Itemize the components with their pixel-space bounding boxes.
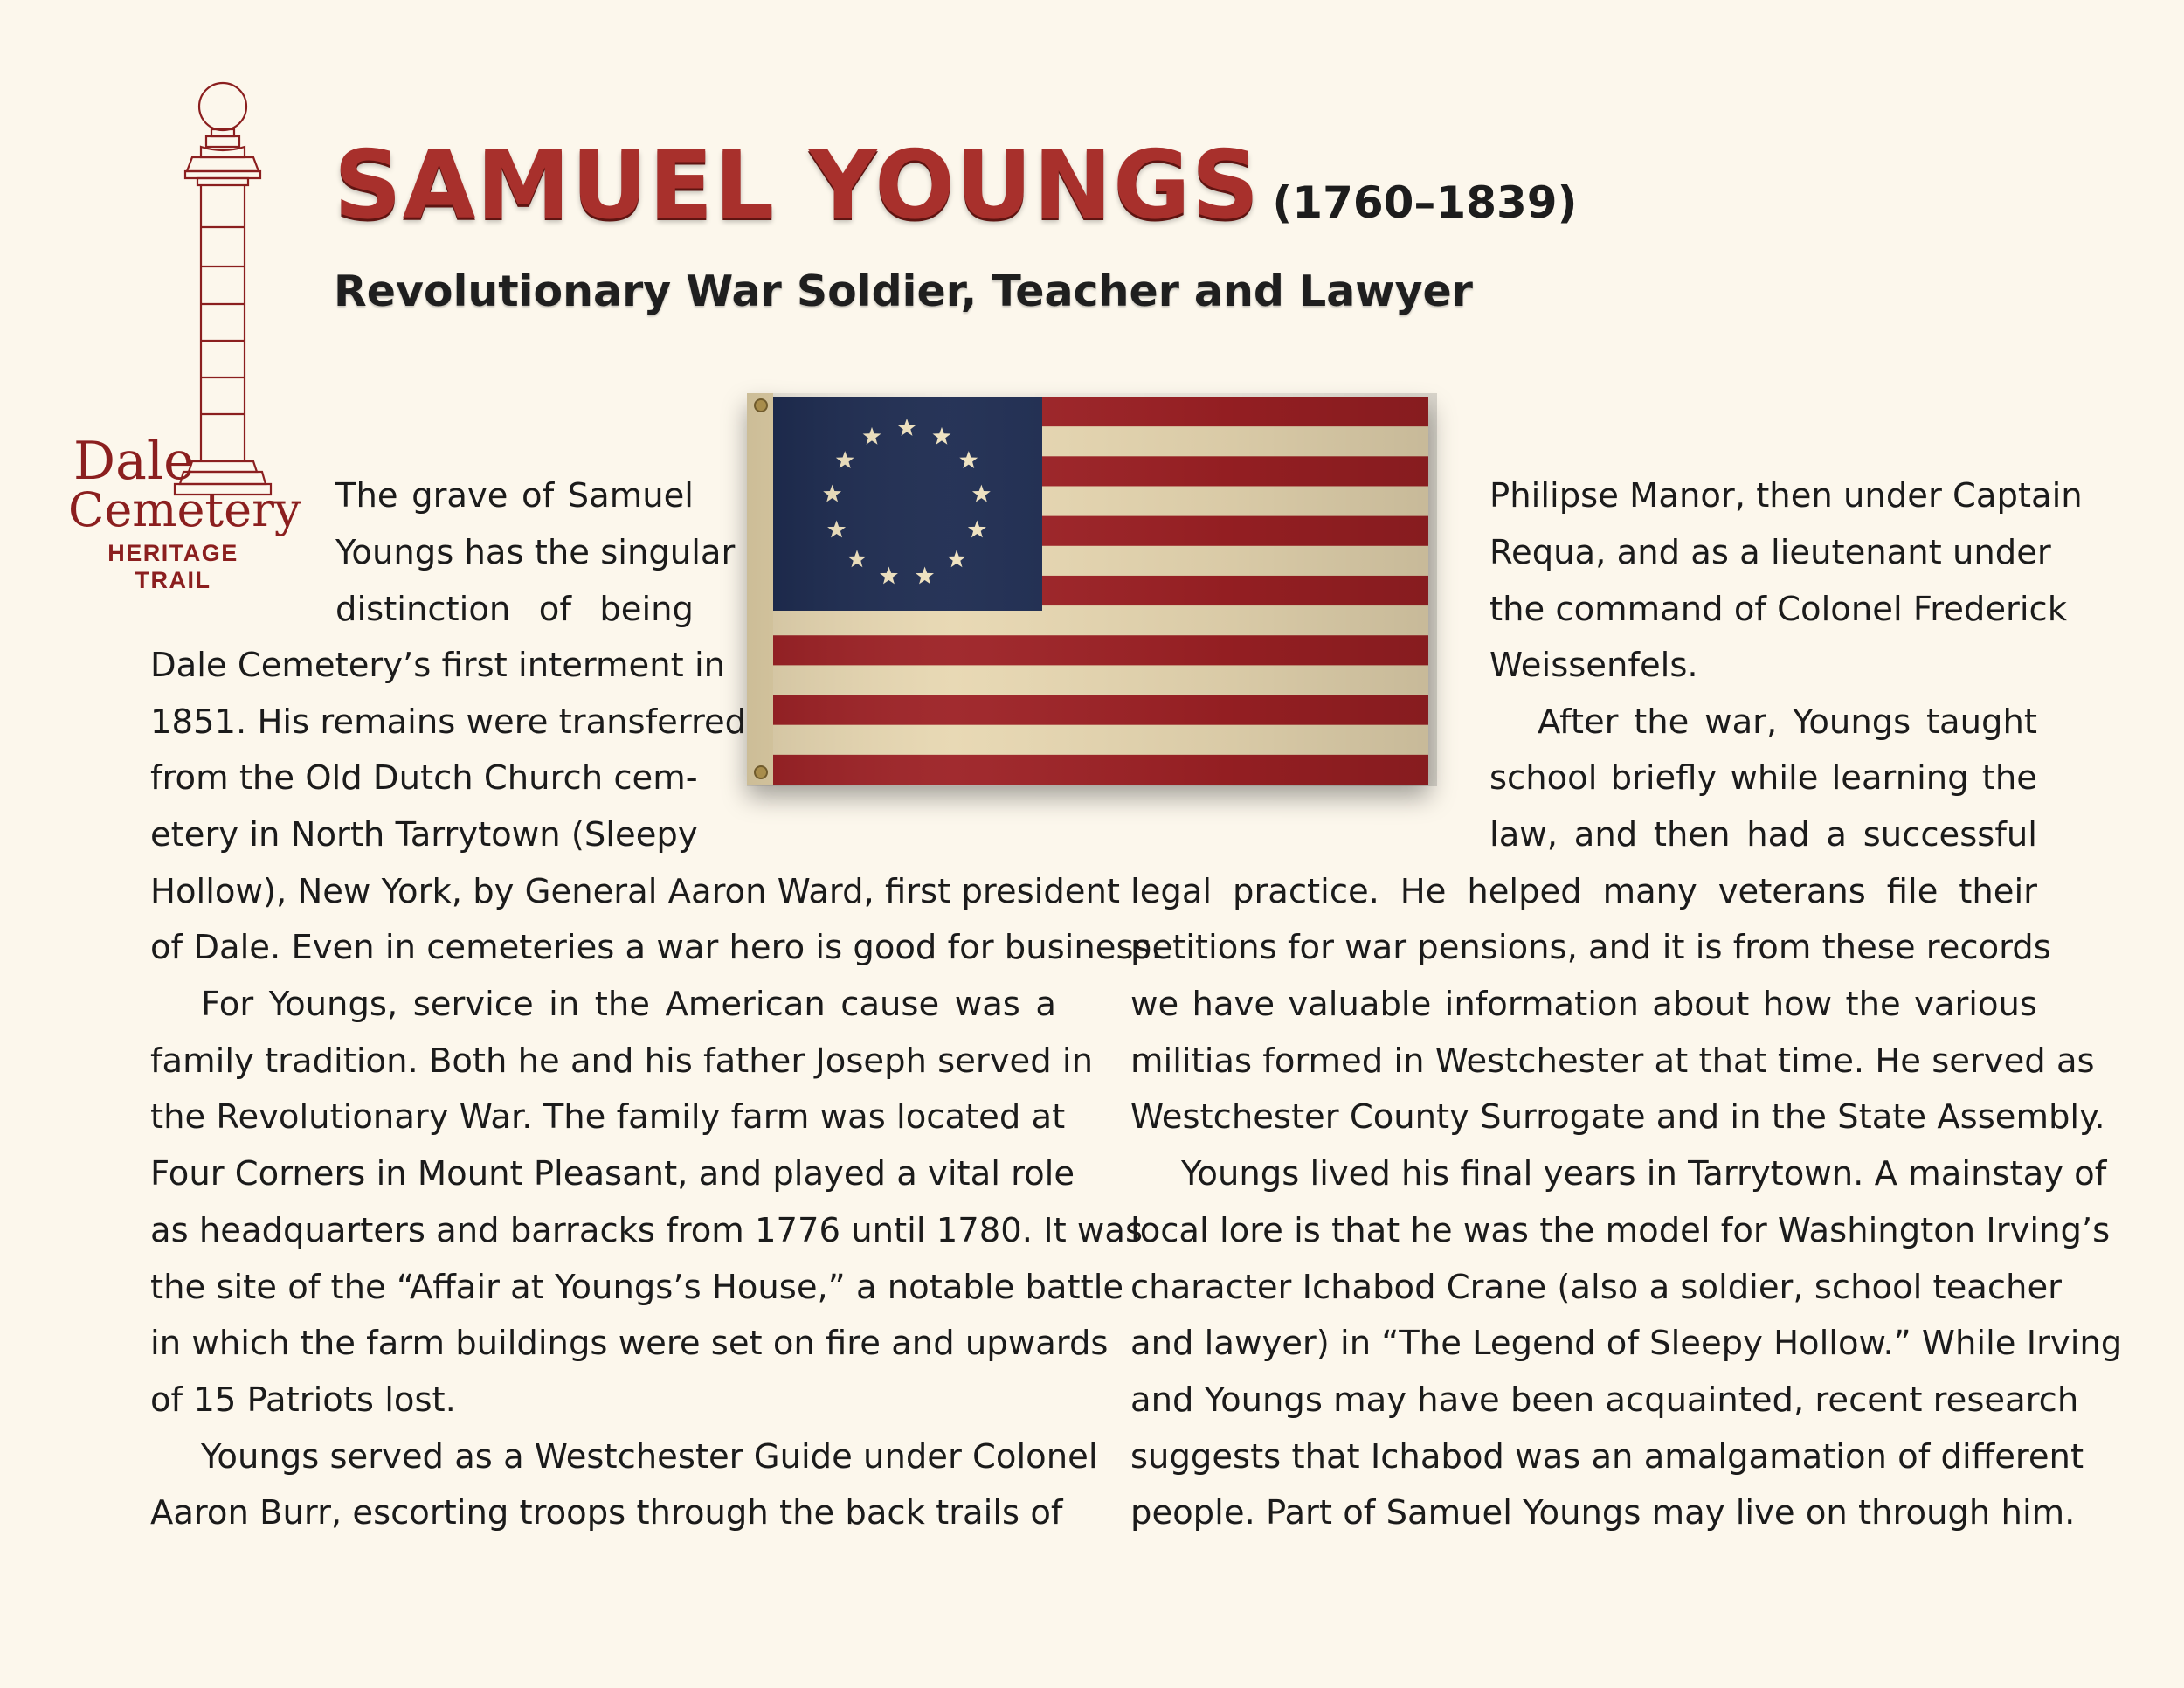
text-line: the site of the “Affair at Youngs’s House,” a notable battle: [150, 1268, 1124, 1307]
text-line: Aaron Burr, escorting troops through the back trails of: [150, 1493, 1063, 1532]
text-line: Requa, and as a lieutenant under: [1489, 533, 2051, 572]
text-line: Westchester County Surrogate and in the State Assembly.: [1130, 1097, 2105, 1137]
text-line: Youngs has the singular: [335, 533, 736, 572]
text-line: Youngs served as a Westchester Guide under Colonel: [201, 1437, 1098, 1477]
text-line: After the war, Youngs taught: [1538, 702, 2037, 742]
text-line: local lore is that he was the model for Washington Irving’s: [1130, 1211, 2111, 1250]
text-line: and Youngs may have been acquainted, recent research: [1130, 1380, 2079, 1420]
text-line: Hollow), New York, by General Aaron Ward, first president: [150, 872, 1120, 911]
text-line: distinction of being: [335, 590, 694, 629]
text-line: the command of Colonel Frederick: [1489, 590, 2068, 629]
text-line: petitions for war pensions, and it is from these records: [1130, 928, 2051, 967]
text-line: suggests that Ichabod was an amalgamation of different: [1130, 1437, 2084, 1477]
page-subtitle: Revolutionary War Soldier, Teacher and Lawyer: [334, 266, 1473, 316]
text-line: etery in North Tarrytown (Sleepy: [150, 815, 698, 854]
text-line: Four Corners in Mount Pleasant, and played a vital role: [150, 1154, 1075, 1193]
text-line: For Youngs, service in the American cause was a: [201, 985, 1056, 1024]
text-line: character Ichabod Crane (also a soldier, school teacher: [1130, 1268, 2062, 1307]
text-line: as headquarters and barracks from 1776 until 1780. It was: [150, 1211, 1144, 1250]
text-line: Youngs lived his final years in Tarrytown. A mainstay of: [1181, 1154, 2107, 1193]
title-name: SAMUEL YOUNGS: [334, 131, 1261, 240]
text-line: family tradition. Both he and his father Joseph served in: [150, 1041, 1093, 1081]
text-line: in which the farm buildings were set on fire and upwards: [150, 1324, 1109, 1363]
text-line: Philipse Manor, then under Captain: [1489, 476, 2083, 515]
text-line: the Revolutionary War. The family farm was located at: [150, 1097, 1066, 1137]
text-line: people. Part of Samuel Youngs may live on through him.: [1130, 1493, 2076, 1532]
text-line: Dale Cemetery’s first interment in: [150, 646, 726, 685]
logo-heritage-trail: HERITAGE TRAIL: [107, 540, 238, 593]
logo-wordmark: [68, 431, 301, 594]
text-line: Weissenfels.: [1489, 646, 1698, 685]
title-dates: (1760–1839): [1272, 177, 1578, 228]
text-line: school briefly while learning the: [1489, 758, 2037, 798]
text-line: 1851. His remains were transferred: [150, 702, 747, 742]
text-line: of 15 Patriots lost.: [150, 1380, 456, 1420]
text-line: The grave of Samuel: [335, 476, 694, 515]
logo-dale: Dale: [73, 431, 195, 492]
text-line: of Dale. Even in cemeteries a war hero is good for business.: [150, 928, 1162, 967]
logo-cemetery: Cemetery: [68, 482, 301, 537]
betsy-ross-flag-icon: [747, 393, 1437, 795]
text-line: law, and then had a successful: [1489, 815, 2037, 854]
text-line: we have valuable information about how the various: [1130, 985, 2037, 1024]
text-line: legal practice. He helped many veterans file their: [1130, 872, 2037, 911]
page-title: [334, 131, 1577, 240]
text-line: from the Old Dutch Church cem-: [150, 758, 698, 798]
text-line: and lawyer) in “The Legend of Sleepy Hollow.” While Irving: [1130, 1324, 2123, 1363]
text-line: militias formed in Westchester at that time. He served as: [1130, 1041, 2095, 1081]
